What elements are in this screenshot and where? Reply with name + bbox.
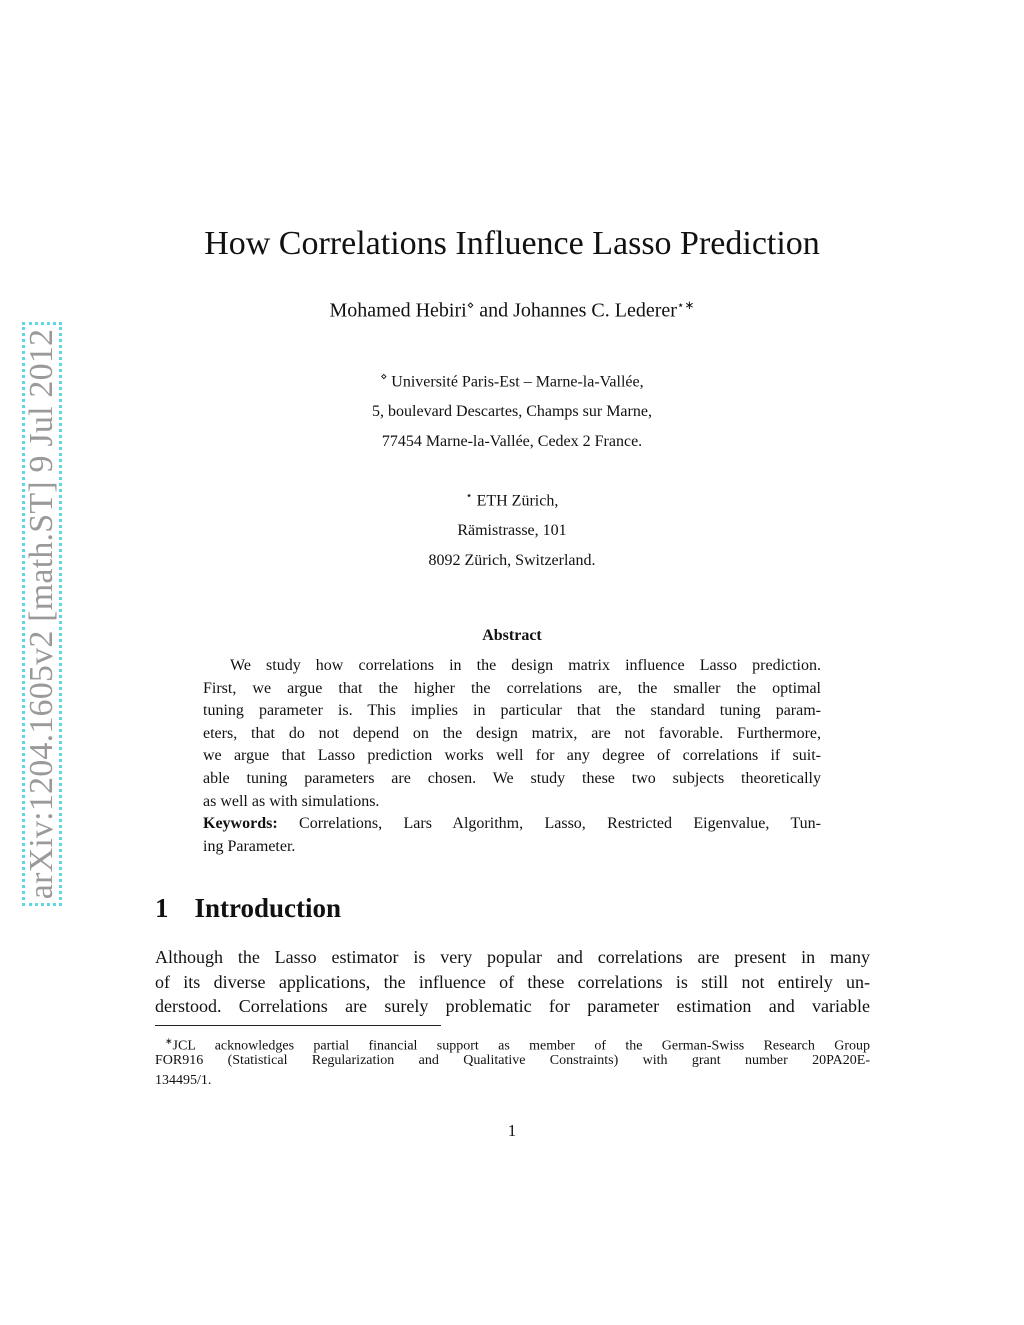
keywords-label: Keywords: bbox=[203, 815, 278, 833]
affiliation-line: 77454 Marne-la-Vallée, Cedex 2 France. bbox=[381, 433, 643, 451]
abstract-line: we argue that Lasso prediction works well for any degree of correlations if suit- bbox=[203, 747, 821, 765]
footnote-divider bbox=[155, 1025, 441, 1026]
author-hebiri: Mohamed Hebiri bbox=[329, 299, 467, 322]
intro-line: Although the Lasso estimator is very popular and correlations are present in many bbox=[155, 947, 870, 967]
page-number: 1 bbox=[507, 1121, 517, 1140]
affiliation-line: Rämistrasse, 101 bbox=[457, 522, 567, 540]
author1-mark: ⋄ bbox=[466, 298, 475, 312]
intro-line: derstood. Correlations are surely problematic for parameter estimation and variable bbox=[155, 996, 870, 1016]
affiliation-line: 8092 Zürich, Switzerland. bbox=[428, 552, 596, 570]
footnote-line: 134495/1. bbox=[155, 1073, 212, 1088]
keywords-text: Correlations, Lars Algorithm, Lasso, Restricted Eigenvalue, Tun- bbox=[299, 815, 821, 833]
section-heading bbox=[155, 893, 341, 924]
author-connector: and bbox=[474, 299, 514, 322]
author-line bbox=[0, 298, 1024, 323]
abstract-body bbox=[203, 655, 821, 858]
affiliation2-mark: ⋆ bbox=[465, 490, 473, 502]
arxiv-identifier[interactable]: arXiv:1204.1605v2 [math.ST] 9 Jul 2012 bbox=[23, 328, 60, 900]
affiliation-line: ⋄ Université Paris-Est – Marne-la-Vallée, bbox=[380, 371, 644, 391]
footnote-line: FOR916 (Statistical Regularization and Qualitative Constraints) with grant number 20PA20E- bbox=[155, 1053, 870, 1068]
keywords-line bbox=[203, 813, 821, 836]
footnote-mark: ∗ bbox=[165, 1036, 173, 1046]
paper-title: How Correlations Influence Lasso Prediction bbox=[204, 225, 820, 262]
section-number: 1 bbox=[155, 893, 169, 923]
author2-mark: ⋆∗ bbox=[676, 298, 695, 312]
footnote-line: ∗JCL acknowledges partial financial support as member of the German-Swiss Research Group bbox=[165, 1036, 870, 1054]
section-title: Introduction bbox=[194, 893, 342, 923]
intro-paragraph bbox=[155, 945, 870, 1019]
abstract-line: as well as with simulations. bbox=[203, 792, 380, 810]
footnote bbox=[155, 1031, 870, 1091]
affiliation-eth bbox=[0, 481, 1024, 576]
abstract-line: able tuning parameters are chosen. We study these two subjects theoretically bbox=[203, 769, 821, 787]
affiliation-line: 5, boulevard Descartes, Champs sur Marne, bbox=[372, 403, 652, 421]
intro-line: of its diverse applications, the influence of these correlations is still not entirely un- bbox=[155, 971, 870, 992]
author-lederer: Johannes C. Lederer bbox=[513, 299, 677, 322]
affiliation-line: ⋆ ETH Zürich, bbox=[465, 490, 559, 510]
affiliation1-mark: ⋄ bbox=[380, 371, 388, 383]
affiliation-paris bbox=[0, 362, 1024, 457]
abstract-line: tuning parameter is. This implies in particular that the standard tuning param- bbox=[203, 702, 821, 720]
abstract-line: We study how correlations in the design matrix influence Lasso prediction. bbox=[230, 657, 821, 674]
keywords-line: ing Parameter. bbox=[203, 837, 296, 855]
abstract-heading: Abstract bbox=[482, 627, 542, 644]
abstract-line: First, we argue that the higher the correlations are, the smaller the optimal bbox=[203, 679, 821, 697]
abstract-line: eters, that do not depend on the design matrix, are not favorable. Furthermore, bbox=[203, 724, 821, 742]
